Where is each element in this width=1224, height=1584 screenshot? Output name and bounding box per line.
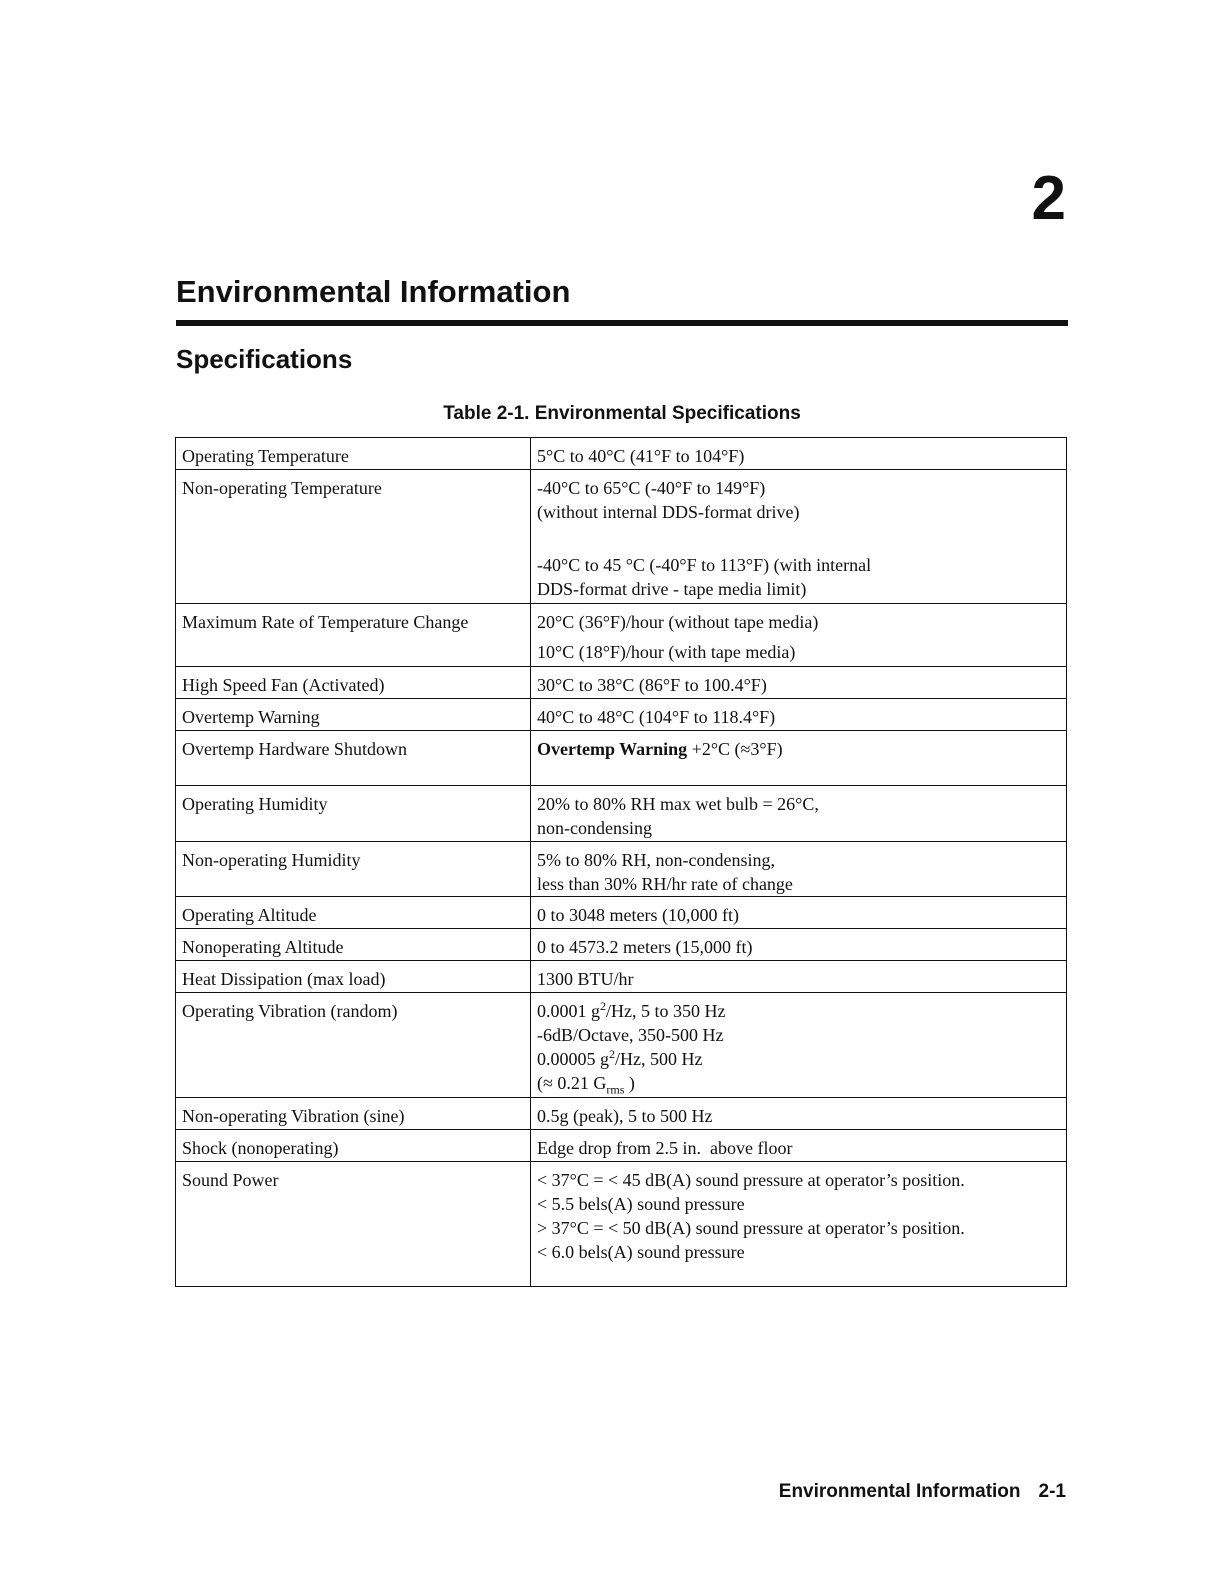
spec-value-line: 0.5g (peak), 5 to 500 Hz [537, 1106, 713, 1126]
environmental-specifications-table [175, 437, 1067, 1287]
spec-value-line [537, 999, 1060, 1023]
spec-label: Overtemp Hardware Shutdown [176, 731, 531, 785]
table-row [176, 1097, 1066, 1129]
spec-value-text: /Hz, 5 to 350 Hz [606, 1001, 726, 1021]
spec-label: Overtemp Warning [176, 699, 531, 730]
chapter-number: 2 [1031, 164, 1066, 233]
spec-value-line: 30°C to 38°C (86°F to 100.4°F) [537, 675, 767, 695]
spec-label: Sound Power [176, 1162, 531, 1286]
spec-label: Operating Temperature [176, 438, 531, 469]
spec-label: Non-operating Vibration (sine) [176, 1098, 531, 1129]
spec-label: High Speed Fan (Activated) [176, 667, 531, 698]
spec-value [531, 842, 1066, 896]
spec-value [531, 929, 1066, 960]
table-row [176, 785, 1066, 841]
spec-value-line: -6dB/Octave, 350-500 Hz [537, 1025, 724, 1045]
spec-value-line: less than 30% RH/hr rate of change [537, 874, 793, 894]
table-row [176, 928, 1066, 960]
table-row [176, 841, 1066, 896]
spec-value-bold: Overtemp Warning [537, 739, 688, 759]
table-row [176, 1129, 1066, 1161]
spec-value-line: 20°C (36°F)/hour (without tape media) [537, 612, 819, 632]
spec-label: Non-operating Humidity [176, 842, 531, 896]
spec-value [531, 731, 1066, 785]
spec-value-text: +2°C (≈3°F) [691, 739, 783, 759]
table-row [176, 603, 1066, 666]
superscript: 2 [600, 999, 606, 1013]
spec-value-line [537, 1071, 1060, 1095]
table-row [176, 666, 1066, 698]
table-row [176, 698, 1066, 730]
spec-value-line: 40°C to 48°C (104°F to 118.4°F) [537, 707, 776, 727]
spec-value-line: < 6.0 bels(A) sound pressure [537, 1242, 745, 1262]
spec-value-line: -40°C to 65°C (-40°F to 149°F) [537, 478, 766, 498]
section-title: Specifications [176, 344, 353, 374]
spec-value-line: 0 to 4573.2 meters (15,000 ft) [537, 937, 753, 957]
spec-value [531, 786, 1066, 841]
spec-value-line: > 37°C = < 50 dB(A) sound pressure at operator’s position. [537, 1218, 965, 1238]
superscript: 2 [609, 1047, 615, 1061]
spec-value [531, 1162, 1066, 1286]
spec-label: Non-operating Temperature [176, 470, 531, 603]
spec-value-text: 0.0001 g [537, 1001, 600, 1021]
spec-label: Operating Humidity [176, 786, 531, 841]
spec-value-text: ) [624, 1073, 635, 1093]
spec-label: Nonoperating Altitude [176, 929, 531, 960]
spec-value-line: 5% to 80% RH, non-condensing, [537, 850, 775, 870]
table-row [176, 469, 1066, 603]
page-footer [779, 1482, 1066, 1501]
spec-value [531, 993, 1066, 1097]
spec-value [531, 667, 1066, 698]
spec-value-line: (without internal DDS-format drive) [537, 502, 800, 522]
spec-value-text: /Hz, 500 Hz [615, 1049, 703, 1069]
chapter-rule [176, 320, 1068, 326]
spec-value [531, 604, 1066, 666]
spec-value-line: DDS-format drive - tape media limit) [537, 579, 807, 599]
spec-value-line: 0 to 3048 meters (10,000 ft) [537, 905, 739, 925]
spec-value-text: (≈ 0.21 G [537, 1073, 607, 1093]
table-row [176, 1161, 1066, 1286]
subscript: rms [606, 1082, 625, 1097]
spec-label: Operating Vibration (random) [176, 993, 531, 1097]
spec-label: Operating Altitude [176, 897, 531, 928]
spec-value-line [537, 524, 1060, 553]
spec-value-line: < 37°C = < 45 dB(A) sound pressure at operator’s position. [537, 1170, 965, 1190]
spec-value [531, 897, 1066, 928]
table-row [176, 960, 1066, 992]
spec-value-line [537, 1047, 1060, 1071]
spec-value [531, 470, 1066, 603]
chapter-title: Environmental Information [176, 274, 571, 309]
table-row [176, 438, 1066, 469]
spec-label: Maximum Rate of Temperature Change [176, 604, 531, 666]
table-caption: Table 2-1. Environmental Specifications [443, 403, 801, 424]
spec-value-line: Edge drop from 2.5 in. above floor [537, 1138, 793, 1158]
table-row [176, 992, 1066, 1097]
spec-value [531, 1130, 1066, 1161]
footer-title: Environmental Information [778, 1481, 1021, 1502]
spec-value-text: 0.00005 g [537, 1049, 609, 1069]
table-row [176, 896, 1066, 928]
spec-value-line: non-condensing [537, 818, 652, 838]
spec-value [531, 1098, 1066, 1129]
spec-value [531, 438, 1066, 469]
spec-value-line: -40°C to 45 °C (-40°F to 113°F) (with internal [537, 555, 872, 575]
spec-label: Shock (nonoperating) [176, 1130, 531, 1161]
spec-value [531, 699, 1066, 730]
spec-value [531, 961, 1066, 992]
spec-value-line: 20% to 80% RH max wet bulb = 26°C, [537, 794, 819, 814]
page-number: 2-1 [1038, 1481, 1066, 1502]
spec-label: Heat Dissipation (max load) [176, 961, 531, 992]
spec-value-line: 10°C (18°F)/hour (with tape media) [537, 642, 796, 662]
spec-value-line: 1300 BTU/hr [537, 969, 634, 989]
table-row [176, 730, 1066, 785]
spec-value-line: 5°C to 40°C (41°F to 104°F) [537, 446, 745, 466]
spec-value-line: < 5.5 bels(A) sound pressure [537, 1194, 745, 1214]
spec-value-line [537, 737, 1060, 761]
